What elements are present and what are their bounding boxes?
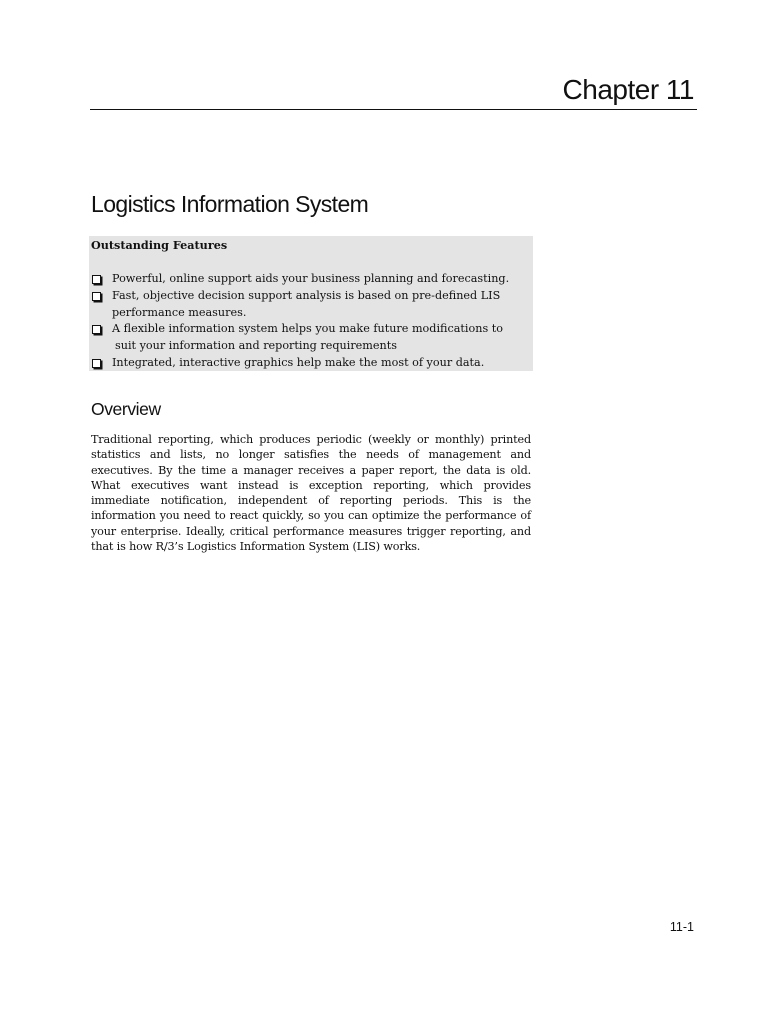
checkbox-square-icon xyxy=(92,292,101,301)
page-number: 11-1 xyxy=(669,920,694,934)
checkbox-square-icon xyxy=(92,275,101,284)
checkbox-square-icon xyxy=(92,325,101,334)
feature-item xyxy=(89,355,529,372)
feature-text: Fast, objective decision support analysis is based on pre-defined LIS xyxy=(112,288,501,302)
feature-item xyxy=(89,271,529,288)
outstanding-features-box xyxy=(89,236,533,371)
feature-text: Integrated, interactive graphics help make the most of your data. xyxy=(112,355,485,369)
overview-heading: Overview xyxy=(91,399,161,419)
feature-text: A flexible information system helps you make future modifications to xyxy=(112,322,503,336)
section-title: Logistics Information System xyxy=(91,191,369,217)
chapter-rule-divider xyxy=(90,109,697,110)
checkbox-square-icon xyxy=(92,359,101,368)
feature-text: Powerful, online support aids your business planning and forecasting. xyxy=(112,272,510,285)
chapter-heading: Chapter 11 xyxy=(562,74,694,105)
features-list xyxy=(89,271,529,372)
overview-paragraph: Traditional reporting, which produces periodic (weekly or monthly) printed statistics and lists, no longer satisfies the needs of management and executives. By the time a manager receives a paper report, the data is old. What executives want instead is exception reporting, which provides immediate notification, independent of reporting periods. This is the information you need to react quickly, so you can optimize the performance of your enterprise. Ideally, critical performance measures trigger reporting, and that is how R/3’s Logistics Information System (LIS) works. xyxy=(91,433,531,554)
feature-item xyxy=(89,321,529,355)
feature-text-continued: suit your information and reporting requirements xyxy=(115,339,397,353)
feature-text-continued: performance measures. xyxy=(112,305,247,319)
feature-item xyxy=(89,288,529,322)
features-title: Outstanding Features xyxy=(91,238,228,252)
